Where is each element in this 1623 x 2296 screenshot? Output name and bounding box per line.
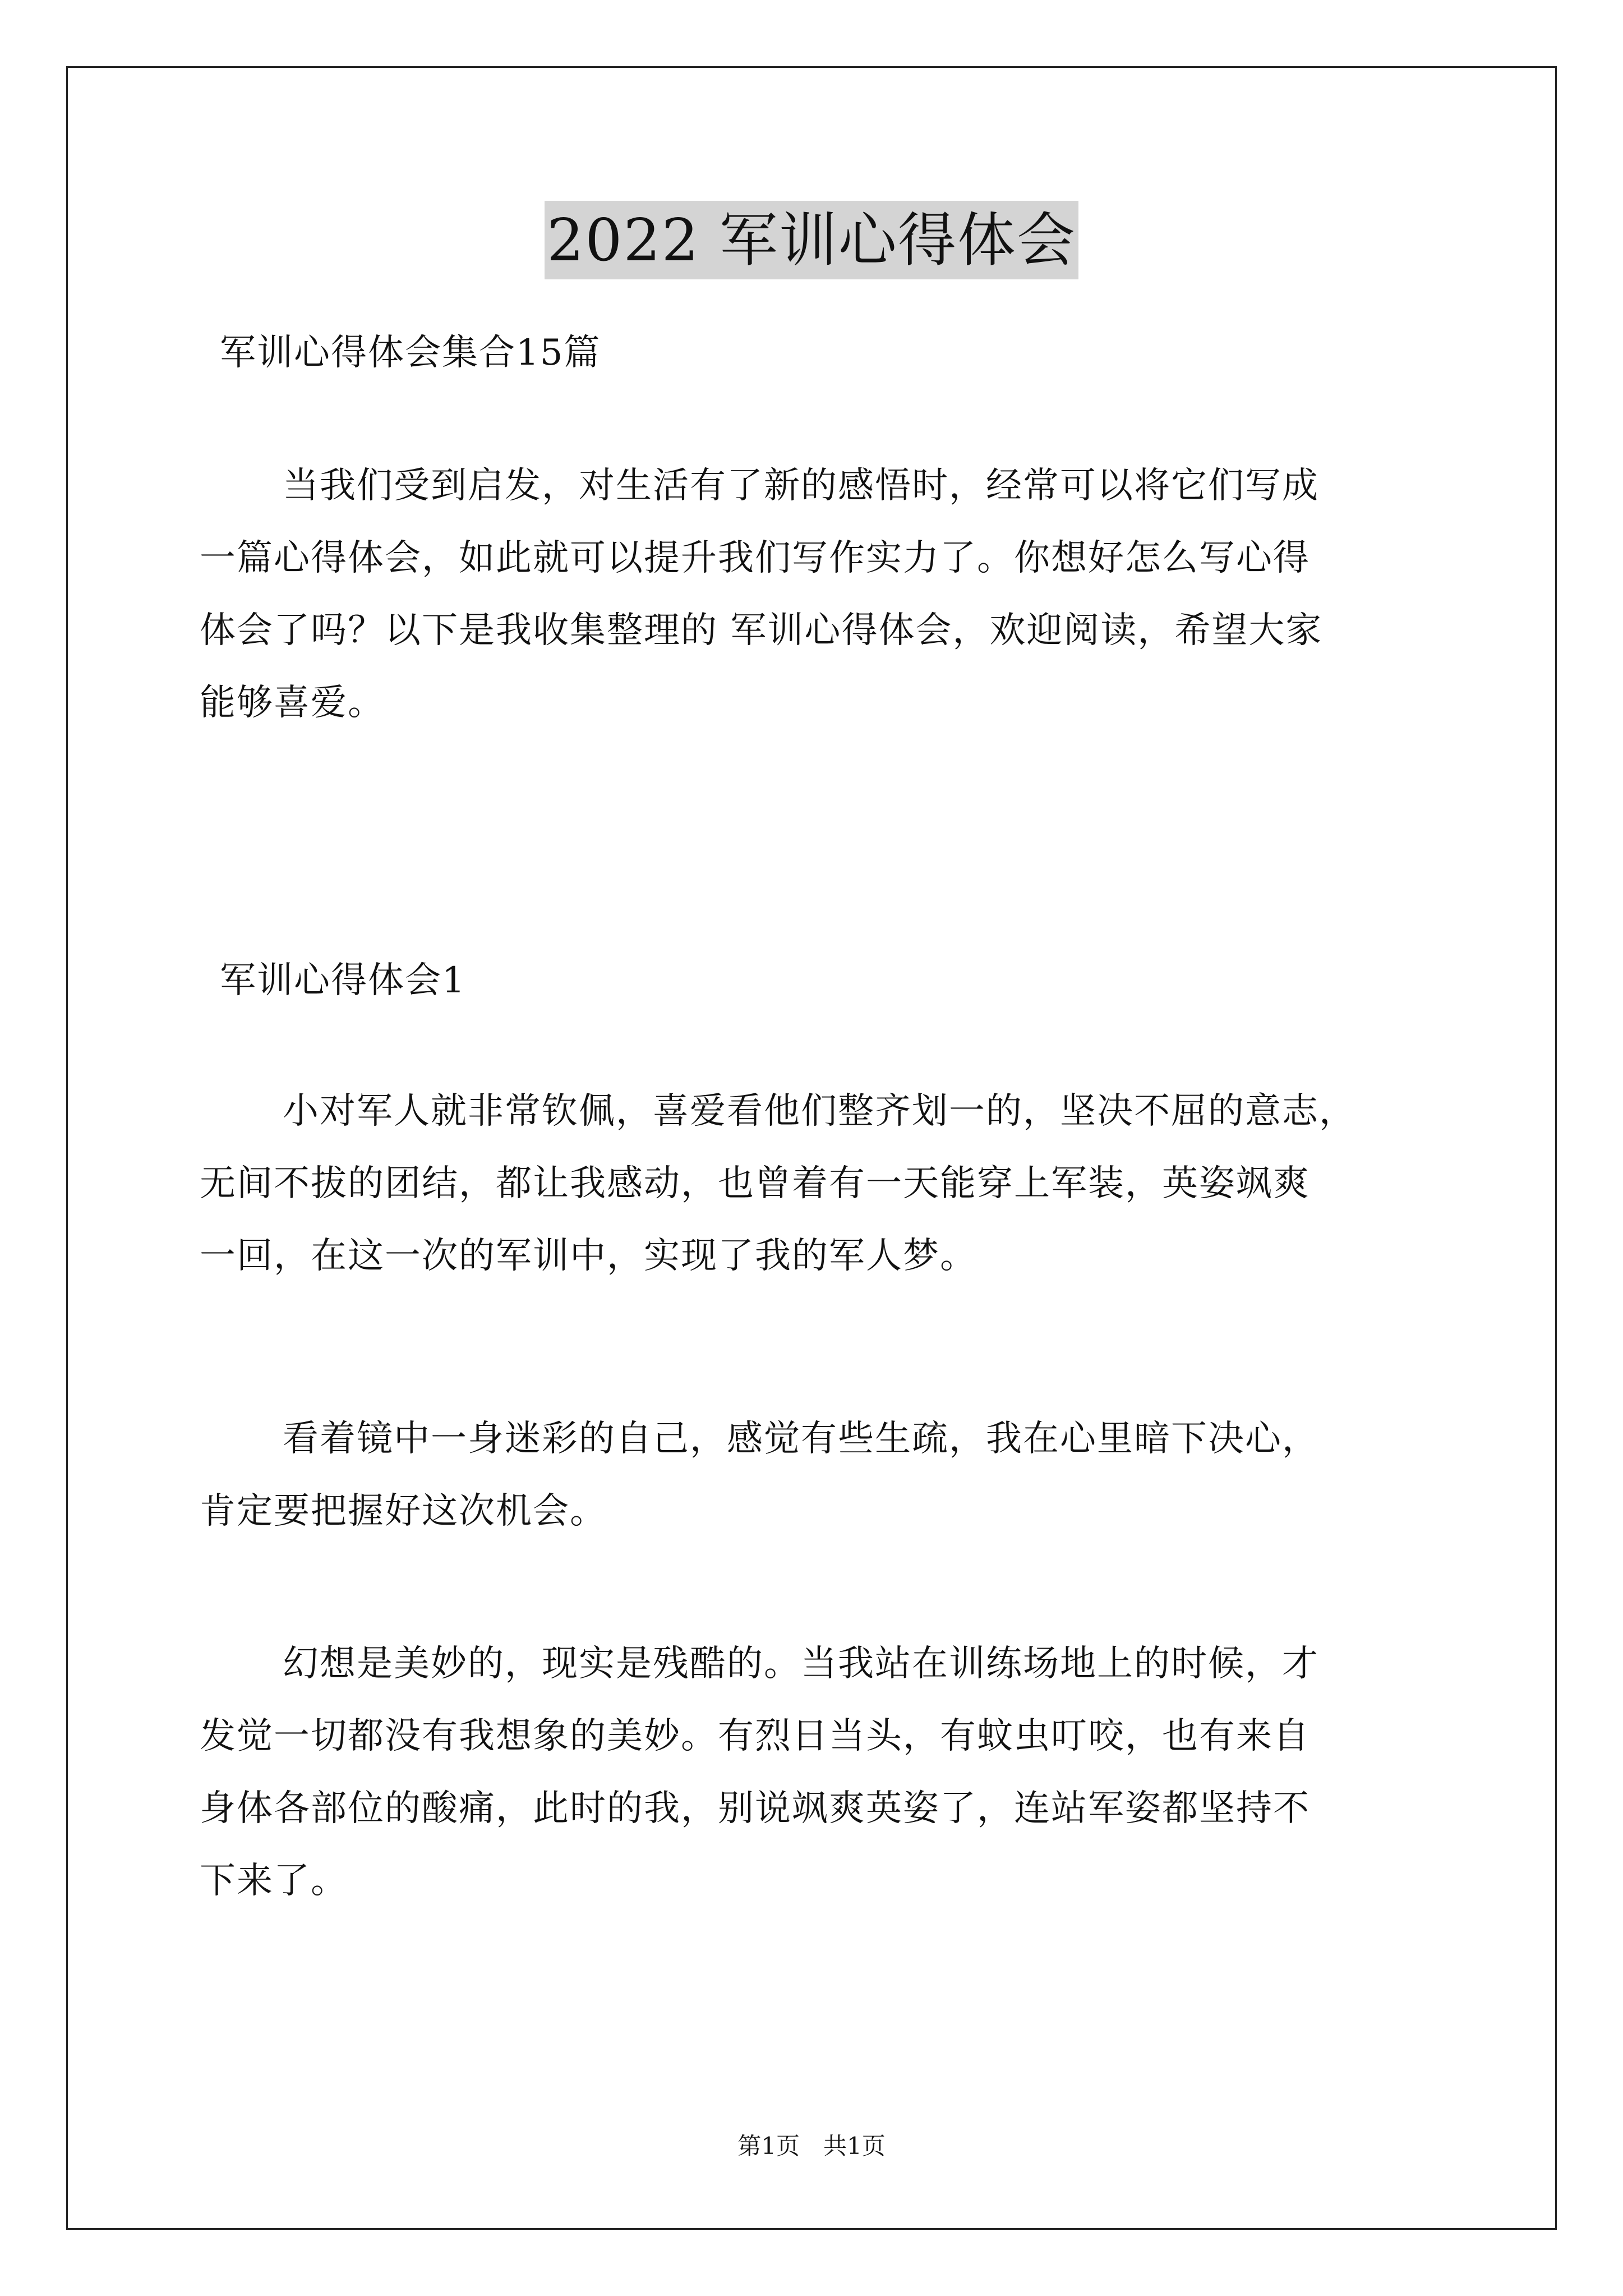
paragraph-line: 发觉一切都没有我想象的美妙。有烈日当头，有蚊虫叮咬，也有来自 bbox=[200, 1715, 1310, 1757]
page-number: 第1页 共1页 bbox=[737, 2132, 886, 2160]
paragraph-line: 一回，在这一次的军训中，实现了我的军人梦。 bbox=[200, 1235, 977, 1277]
section-heading bbox=[220, 945, 1476, 1017]
paragraph-line: 幻想是美妙的，现实是残酷的。当我站在训练场地上的时候，才 bbox=[283, 1643, 1319, 1685]
section-heading-text: 军训心得体会1 bbox=[220, 960, 466, 1001]
paragraph-line: 无间不拔的团结，都让我感动，也曾着有一天能穿上军装，英姿飒爽 bbox=[200, 1163, 1310, 1204]
document-subtitle bbox=[220, 317, 1476, 389]
page-footer bbox=[0, 2129, 1623, 2163]
paragraph-line: 下来了。 bbox=[200, 1860, 348, 1902]
subtitle-text: 军训心得体会集合15篇 bbox=[220, 332, 601, 374]
document-title: 2022 军训心得体会 bbox=[545, 201, 1078, 279]
paragraph-line: 身体各部位的酸痛，此时的我，别说飒爽英姿了，连站军姿都坚持不 bbox=[200, 1788, 1310, 1829]
paragraph-line: 看着镜中一身迷彩的自己，感觉有些生疏，我在心里暗下决心， bbox=[283, 1418, 1319, 1460]
paragraph-line: 能够喜爱。 bbox=[200, 682, 385, 724]
paragraph-line: 体会了吗？以下是我收集整理的 军训心得体会，欢迎阅读，希望大家 bbox=[200, 610, 1323, 651]
paragraph-3 bbox=[200, 1628, 1456, 1917]
paragraph-line: 一篇心得体会，如此就可以提升我们写作实力了。你想好怎么写心得 bbox=[200, 537, 1310, 579]
paragraph-2 bbox=[200, 1403, 1456, 1548]
intro-paragraph bbox=[200, 450, 1456, 739]
paragraph-line: 肯定要把握好这次机会。 bbox=[200, 1490, 607, 1532]
paragraph-1 bbox=[200, 1075, 1456, 1292]
paragraph-line: 当我们受到启发，对生活有了新的感悟时，经常可以将它们写成 bbox=[283, 465, 1319, 507]
paragraph-line: 小对军人就非常钦佩，喜爱看他们整齐划一的，坚决不屈的意志， bbox=[283, 1091, 1356, 1132]
title-container bbox=[0, 201, 1623, 279]
